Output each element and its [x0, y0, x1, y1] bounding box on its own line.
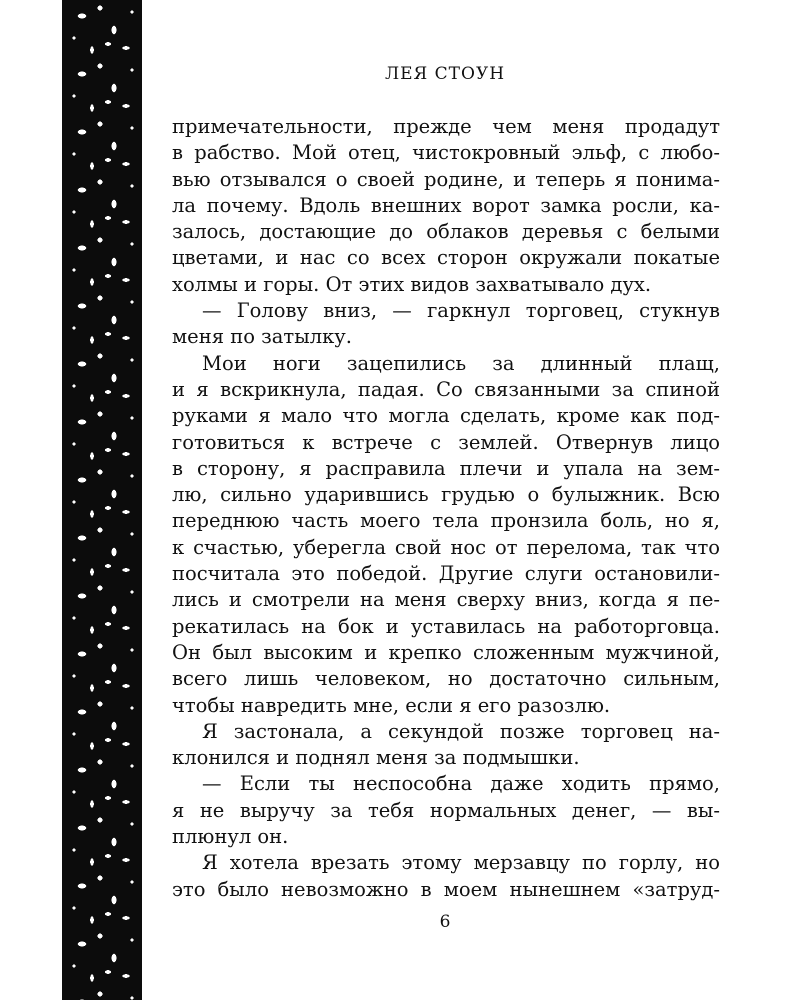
text-line: плюнул он.	[172, 825, 289, 849]
body-text	[172, 114, 720, 903]
text-line: цветами, и нас со всех сторон окружали покатые	[172, 246, 720, 270]
text-line: рекатилась на бок и уставилась на работорговца.	[172, 614, 720, 638]
text-line: Он был высоким и крепко сложенным мужчиной,	[172, 640, 720, 664]
text-line: — Голову вниз, — гаркнул торговец, стукнув	[202, 299, 720, 323]
floral-border-ornament	[62, 0, 142, 1000]
text-line: ла почему. Вдоль внешних ворот замка росли, ка-	[172, 193, 720, 217]
text-line: и я вскрикнула, падая. Со связанными за спиной	[172, 377, 720, 401]
text-line: лись и смотрели на меня сверху вниз, когда я пе-	[172, 588, 720, 612]
text-line: вью отзывался о своей родине, и теперь я понима-	[172, 167, 720, 191]
text-line: в рабство. Мой отец, чистокровный эльф, с любо-	[172, 141, 720, 165]
text-line: Я хотела врезать этому мерзавцу по горлу, но	[202, 851, 720, 875]
text-line: в сторону, я расправила плечи и упала на зем-	[172, 456, 720, 480]
text-line: меня по затылку.	[172, 325, 352, 349]
text-line: я не выручу за тебя нормальных денег, — вы-	[172, 798, 720, 822]
text-line: переднюю часть моего тела пронзила боль, но я,	[172, 509, 720, 533]
text-line: посчитала это победой. Другие слуги остановили-	[172, 562, 720, 586]
text-line: всего лишь человеком, но достаточно сильным,	[172, 667, 720, 691]
running-head: ЛЕЯ СТОУН	[384, 64, 506, 84]
text-line: — Если ты неспособна даже ходить прямо,	[202, 772, 720, 796]
text-line: примечательности, прежде чем меня продадут	[172, 115, 720, 138]
text-line: это было невозможно в моем нынешнем «затруд-	[172, 877, 720, 901]
text-line: руками я мало что могла сделать, кроме как под-	[172, 404, 720, 428]
text-line: залось, достающие до облаков деревья с белыми	[172, 220, 720, 244]
text-line: готовиться к встрече с землей. Отвернув лицо	[172, 430, 720, 454]
text-line: клонился и поднял меня за подмышки.	[172, 746, 580, 770]
text-line: чтобы навредить мне, если я его разозлю.	[172, 693, 611, 717]
page-number: 6	[439, 912, 451, 932]
text-line: Я застонала, а секундой позже торговец на-	[202, 719, 720, 743]
text-line: лю, сильно ударившись грудью о булыжник. Всю	[172, 483, 720, 507]
text-line: к счастью, уберегла свой нос от перелома, так что	[172, 535, 720, 559]
text-line: холмы и горы. От этих видов захватывало дух.	[172, 272, 652, 296]
text-line: Мои ноги зацепились за длинный плащ,	[202, 351, 720, 375]
